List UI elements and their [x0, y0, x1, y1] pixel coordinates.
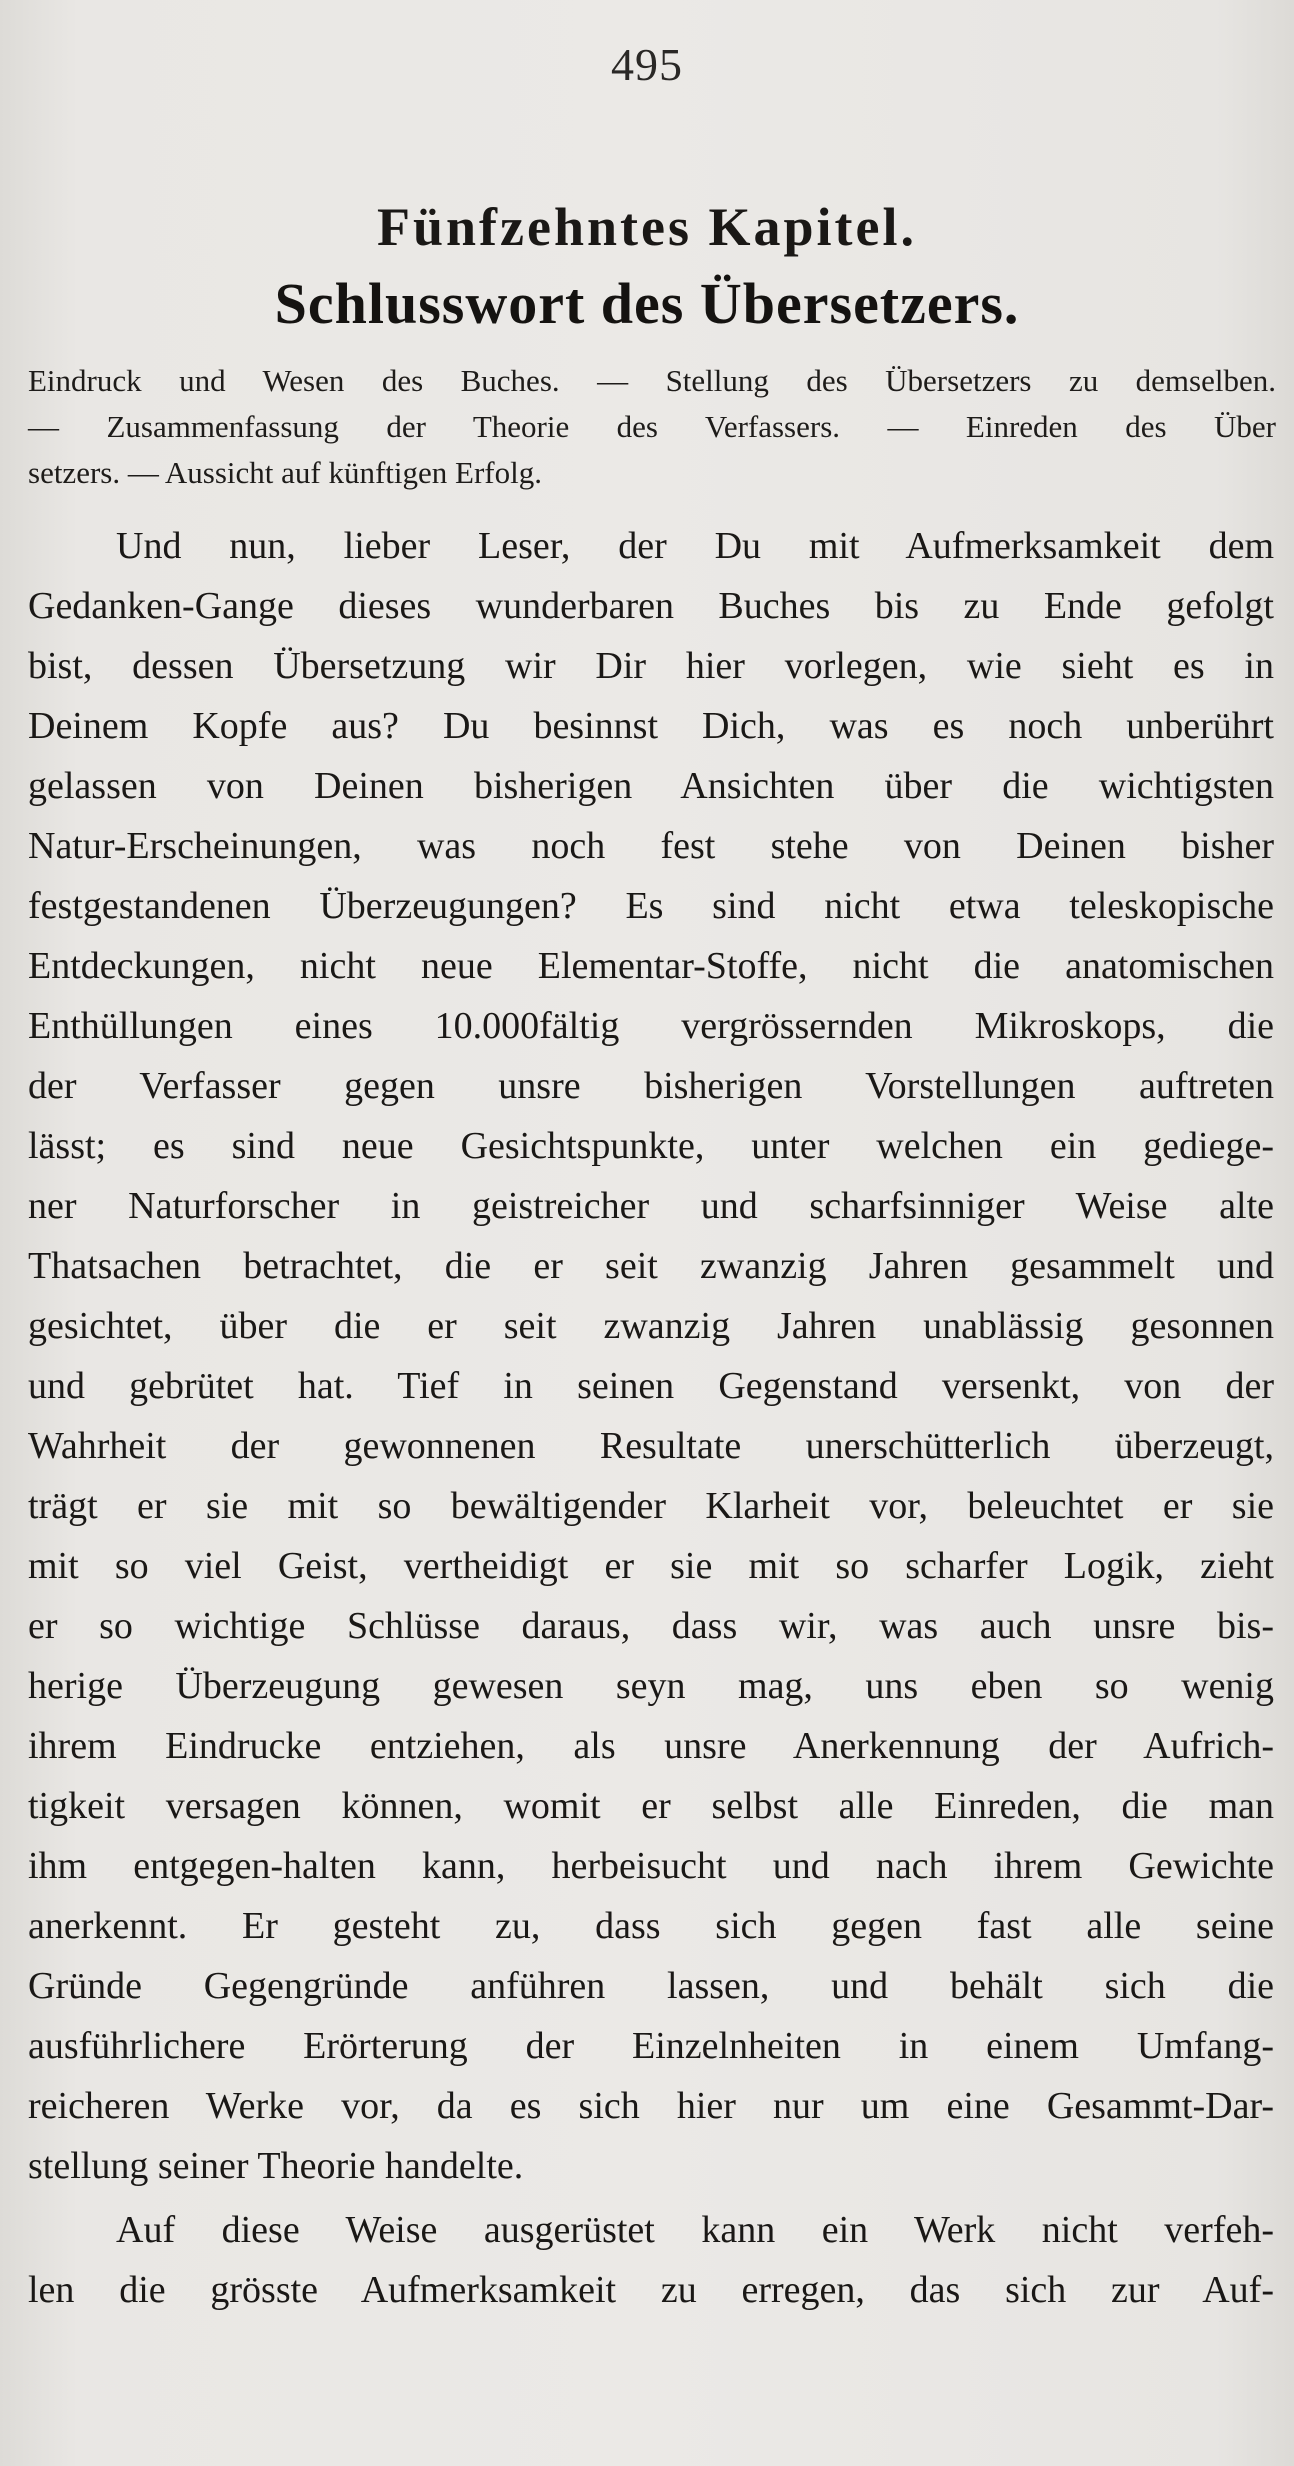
- text-line: lässt; es sind neue Gesichtspunkte, unter welchen ein gediege-: [28, 1125, 1274, 1167]
- text-line: Deinem Kopfe aus? Du besinnst Dich, was es noch unberührt: [28, 705, 1274, 747]
- text-line: ausführlichere Erörterung der Einzelnheiten in einem Umfang-: [28, 2025, 1274, 2067]
- summary-line: — Zusammenfassung der Theorie des Verfassers. — Einreden des Über: [28, 409, 1276, 444]
- chapter-number: Fünfzehntes Kapitel.: [377, 197, 917, 257]
- text-line: ner Naturforscher in geistreicher und scharfsinniger Weise alte: [28, 1185, 1274, 1227]
- text-line: Gründe Gegengründe anführen lassen, und behält sich die: [28, 1965, 1274, 2007]
- text-line: gelassen von Deinen bisherigen Ansichten über die wichtigsten: [28, 765, 1274, 807]
- text-line: ihrem Eindrucke entziehen, als unsre Anerkennung der Aufrich-: [28, 1725, 1274, 1767]
- text-line: Entdeckungen, nicht neue Elementar-Stoffe, nicht die anatomischen: [28, 945, 1274, 987]
- text-line: len die grösste Aufmerksamkeit zu erregen, das sich zur Auf-: [28, 2269, 1274, 2311]
- text-line: er so wichtige Schlüsse daraus, dass wir, was auch unsre bis-: [28, 1605, 1274, 1647]
- text-line: tigkeit versagen können, womit er selbst alle Einreden, die man: [28, 1785, 1274, 1827]
- text-line: gesichtet, über die er seit zwanzig Jahren unablässig gesonnen: [28, 1305, 1274, 1347]
- text-line: der Verfasser gegen unsre bisherigen Vorstellungen auftreten: [28, 1065, 1274, 1107]
- text-line: Enthüllungen eines 10.000fältig vergrössernden Mikroskops, die: [28, 1005, 1274, 1047]
- text-line: mit so viel Geist, vertheidigt er sie mit so scharfer Logik, zieht: [28, 1545, 1274, 1587]
- text-line: Thatsachen betrachtet, die er seit zwanzig Jahren gesammelt und: [28, 1245, 1274, 1287]
- text-line: und gebrütet hat. Tief in seinen Gegenstand versenkt, von der: [28, 1365, 1274, 1407]
- paragraph: [28, 2200, 1274, 2320]
- text-line: ihm entgegen-halten kann, herbeisucht und nach ihrem Gewichte: [28, 1845, 1274, 1887]
- text-line: trägt er sie mit so bewältigender Klarheit vor, beleuchtet er sie: [28, 1485, 1274, 1527]
- page-number: 495: [611, 39, 683, 90]
- body-text: [28, 516, 1274, 2320]
- summary-line: Eindruck und Wesen des Buches. — Stellung des Übersetzers zu demselben.: [28, 363, 1276, 398]
- paragraph: [28, 516, 1274, 2196]
- text-line: festgestandenen Überzeugungen? Es sind nicht etwa teleskopische: [28, 885, 1274, 927]
- text-line: reicheren Werke vor, da es sich hier nur um eine Gesammt-Dar-: [28, 2085, 1274, 2127]
- summary-line: setzers. — Aussicht auf künftigen Erfolg.: [28, 455, 542, 490]
- text-line: Wahrheit der gewonnenen Resultate unerschütterlich überzeugt,: [28, 1425, 1274, 1467]
- text-line: Auf diese Weise ausgerüstet kann ein Werk nicht verfeh-: [116, 2209, 1274, 2251]
- text-line: herige Überzeugung gewesen seyn mag, uns eben so wenig: [28, 1665, 1274, 1707]
- chapter-summary: [28, 358, 1276, 496]
- text-line: stellung seiner Theorie handelte.: [28, 2145, 524, 2187]
- chapter-title: Schlusswort des Übersetzers.: [274, 271, 1020, 336]
- text-line: anerkennt. Er gesteht zu, dass sich gegen fast alle seine: [28, 1905, 1274, 1947]
- text-line: Gedanken-Gange dieses wunderbaren Buches bis zu Ende gefolgt: [28, 585, 1274, 627]
- text-line: Natur-Erscheinungen, was noch fest stehe von Deinen bisher: [28, 825, 1274, 867]
- text-line: Und nun, lieber Leser, der Du mit Aufmerksamkeit dem: [116, 525, 1274, 567]
- text-line: bist, dessen Übersetzung wir Dir hier vorlegen, wie sieht es in: [28, 645, 1274, 687]
